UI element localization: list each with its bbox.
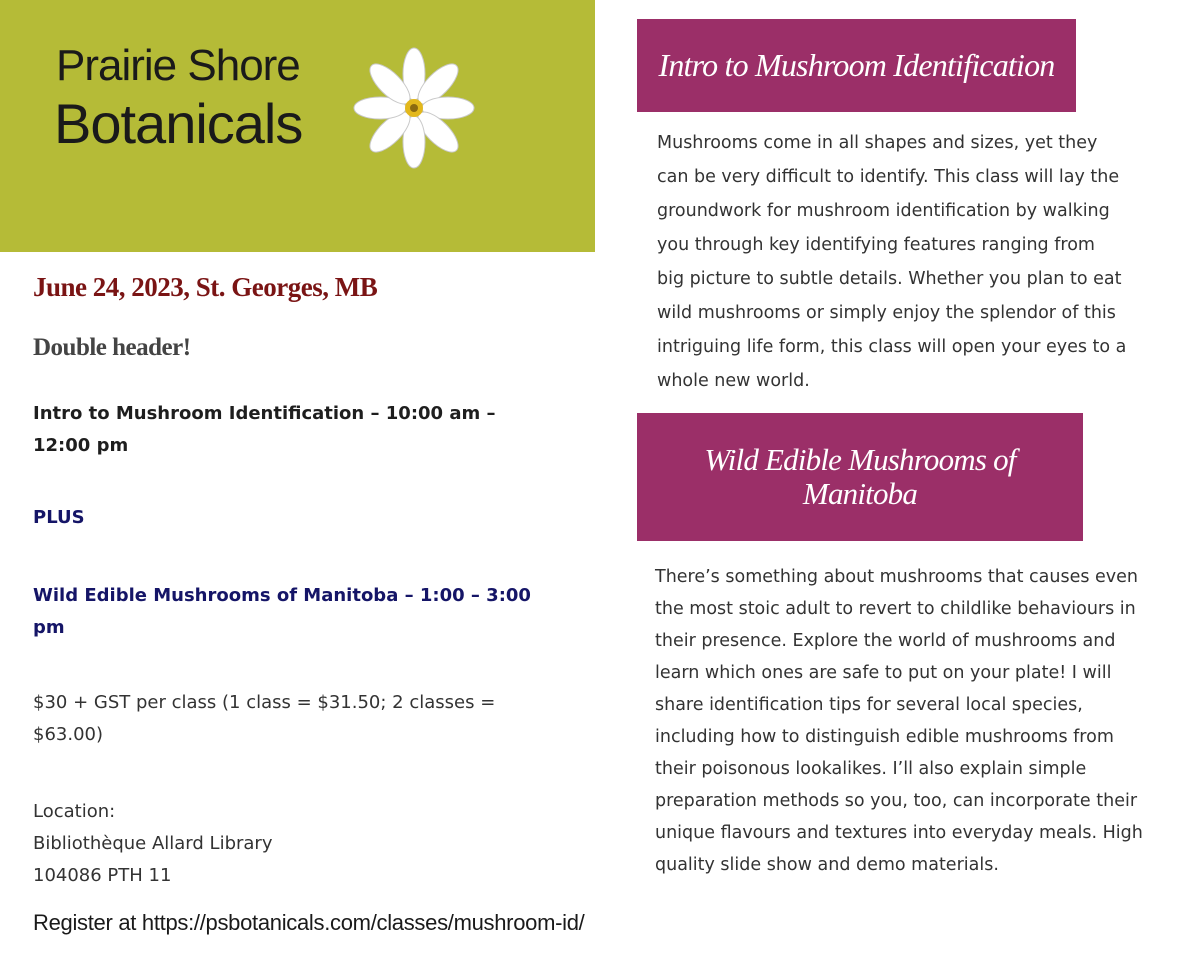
location-block	[33, 796, 272, 892]
wild-class-banner: Wild Edible Mushrooms of Manitoba	[637, 413, 1083, 541]
plus-label: PLUS	[33, 507, 85, 528]
logo-banner	[0, 0, 595, 252]
wild-class-description: There’s something about mushrooms that causes even the most stoic adult to revert to childlike behaviours in their presence. Explore the world of mushrooms and learn which ones are safe to put on your plate! I will share identification tips for several local species, including how to distinguish edible mushrooms from their poisonous lookalikes. I’ll also explain simple preparation methods so you, too, can incorporate their unique flavours and textures into everyday meals. High quality slide show and demo materials.	[655, 567, 1143, 875]
intro-class-banner: Intro to Mushroom Identification	[637, 19, 1076, 112]
class2-schedule: Wild Edible Mushrooms of Manitoba – 1:00 – 3:00 pm	[33, 585, 531, 638]
location-address: 104086 PTH 11	[33, 865, 172, 886]
flower-icon	[352, 46, 476, 170]
double-header-heading: Double header!	[33, 334, 191, 361]
intro-class-description: Mushrooms come in all shapes and sizes, yet they can be very difficult to identify. This class will lay the groundwork for mushroom identification by walking you through key identifying features ranging from big picture to subtle details. Whether you plan to eat wild mushrooms or simply enjoy the splendor of this intriguing life form, this class will open your eyes to a whole new world.	[657, 133, 1127, 391]
event-date-location: June 24, 2023, St. Georges, MB	[33, 272, 378, 302]
location-label: Location:	[33, 801, 116, 822]
register-link[interactable]: Register at https://psbotanicals.com/classes/mushroom-id/	[33, 910, 585, 935]
location-name: Bibliothèque Allard Library	[33, 833, 273, 854]
price-info: $30 + GST per class (1 class = $31.50; 2 classes = $63.00)	[33, 692, 496, 745]
brand-name-line1: Prairie Shore	[56, 41, 300, 90]
brand-name-line2: Botanicals	[54, 92, 303, 155]
class1-schedule: Intro to Mushroom Identification – 10:00 am – 12:00 pm	[33, 403, 496, 456]
